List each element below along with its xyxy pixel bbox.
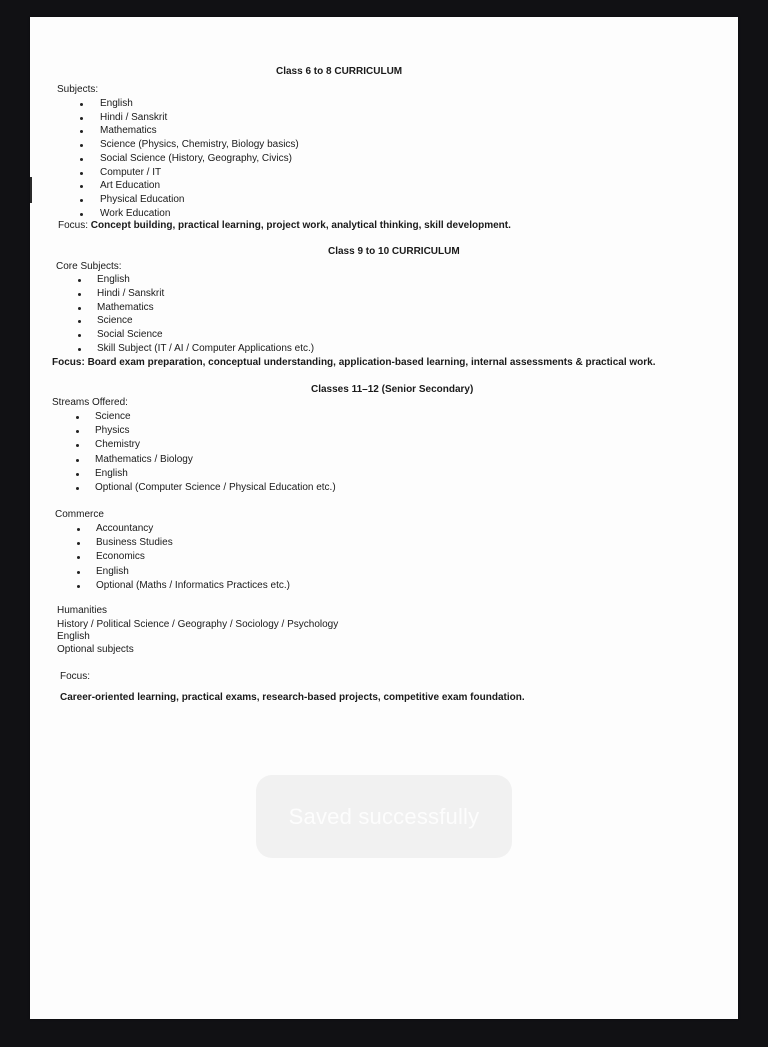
- list-item: Optional (Maths / Informatics Practices etc.): [96, 579, 290, 591]
- bullet-icon: [80, 144, 83, 147]
- list-item: Physical Education: [100, 193, 185, 205]
- list-item: English: [100, 98, 133, 109]
- bullet-icon: [77, 528, 80, 531]
- section2-focus-label: Focus:: [52, 357, 85, 368]
- list-item: Art Education: [100, 180, 161, 192]
- humanities-line: History / Political Science / Geography / Sociology / Psychology: [57, 619, 339, 630]
- streams-label: Streams Offered:: [52, 397, 128, 408]
- bullet-icon: [76, 487, 79, 490]
- list-item: English: [97, 274, 130, 285]
- list-item: English: [95, 467, 128, 479]
- list-item: Business Studies: [96, 537, 173, 549]
- list-item: Science (Physics, Chemistry, Biology basics): [100, 139, 299, 151]
- bullet-icon: [80, 213, 83, 216]
- section1-focus: [58, 220, 511, 232]
- section2-focus: [52, 357, 656, 369]
- section2-subjects-label: Core Subjects:: [56, 261, 122, 272]
- list-item: English: [96, 565, 129, 577]
- bullet-icon: [78, 307, 81, 310]
- list-item: Social Science: [97, 329, 163, 341]
- list-item: Chemistry: [95, 439, 141, 451]
- bullet-icon: [77, 556, 80, 559]
- bullet-icon: [76, 444, 79, 447]
- bullet-icon: [78, 348, 81, 351]
- humanities-line: Optional subjects: [57, 644, 134, 655]
- bullet-icon: [78, 293, 81, 296]
- bullet-icon: [78, 320, 81, 323]
- bullet-icon: [77, 542, 80, 545]
- section2-focus-text: Board exam preparation, conceptual understanding, application-based learning, internal assessments & practical work.: [87, 357, 656, 368]
- humanities-line: English: [57, 631, 90, 642]
- bullet-icon: [80, 158, 83, 161]
- list-item: Mathematics: [97, 301, 154, 313]
- list-item: Science: [95, 411, 131, 422]
- list-item: Optional (Computer Science / Physical Education etc.): [95, 482, 336, 493]
- bullet-icon: [80, 103, 83, 106]
- bullet-icon: [78, 334, 81, 337]
- bullet-icon: [76, 430, 79, 433]
- bullet-icon: [76, 473, 79, 476]
- save-toast: [256, 775, 512, 858]
- list-item: Physics: [95, 425, 130, 437]
- section3-focus-label: Focus:: [60, 671, 91, 682]
- list-item: Social Science (History, Geography, Civics): [100, 152, 292, 164]
- list-item: Hindi / Sanskrit: [97, 287, 165, 299]
- bullet-icon: [77, 571, 80, 574]
- list-item: Work Education: [100, 207, 171, 219]
- document-content: [30, 17, 738, 1019]
- section3-focus-text: Career-oriented learning, practical exams, research-based projects, competitive exam foundation.: [60, 692, 525, 703]
- bullet-icon: [76, 459, 79, 462]
- list-item: Science: [97, 315, 133, 327]
- section2-title: Class 9 to 10 CURRICULUM: [328, 246, 460, 257]
- list-item: Computer / IT: [100, 166, 162, 178]
- section1-focus-label: Focus:: [58, 220, 89, 231]
- section1-title: Class 6 to 8 CURRICULUM: [276, 66, 403, 77]
- list-item: Hindi / Sanskrit: [100, 111, 168, 123]
- list-item: Mathematics / Biology: [95, 453, 193, 465]
- list-item: Mathematics: [100, 125, 157, 137]
- toast-message: Saved successfully: [288, 803, 480, 829]
- bullet-icon: [76, 416, 79, 419]
- section1-focus-text: Concept building, practical learning, project work, analytical thinking, skill development.: [90, 220, 511, 231]
- commerce-label: Commerce: [55, 509, 104, 520]
- section1-subjects-label: Subjects:: [57, 84, 99, 95]
- humanities-label: Humanities: [57, 605, 108, 616]
- bullet-icon: [77, 585, 80, 588]
- list-item: Skill Subject (IT / AI / Computer Applications etc.): [97, 343, 315, 354]
- list-item: Accountancy: [96, 523, 154, 534]
- bullet-icon: [80, 130, 83, 133]
- bullet-icon: [80, 199, 83, 202]
- section3-title: Classes 11–12 (Senior Secondary): [311, 384, 474, 395]
- document-page: [30, 17, 738, 1019]
- list-item: Economics: [96, 551, 145, 563]
- bullet-icon: [78, 279, 81, 282]
- bullet-icon: [80, 185, 83, 188]
- bullet-icon: [80, 172, 83, 175]
- bullet-icon: [80, 117, 83, 120]
